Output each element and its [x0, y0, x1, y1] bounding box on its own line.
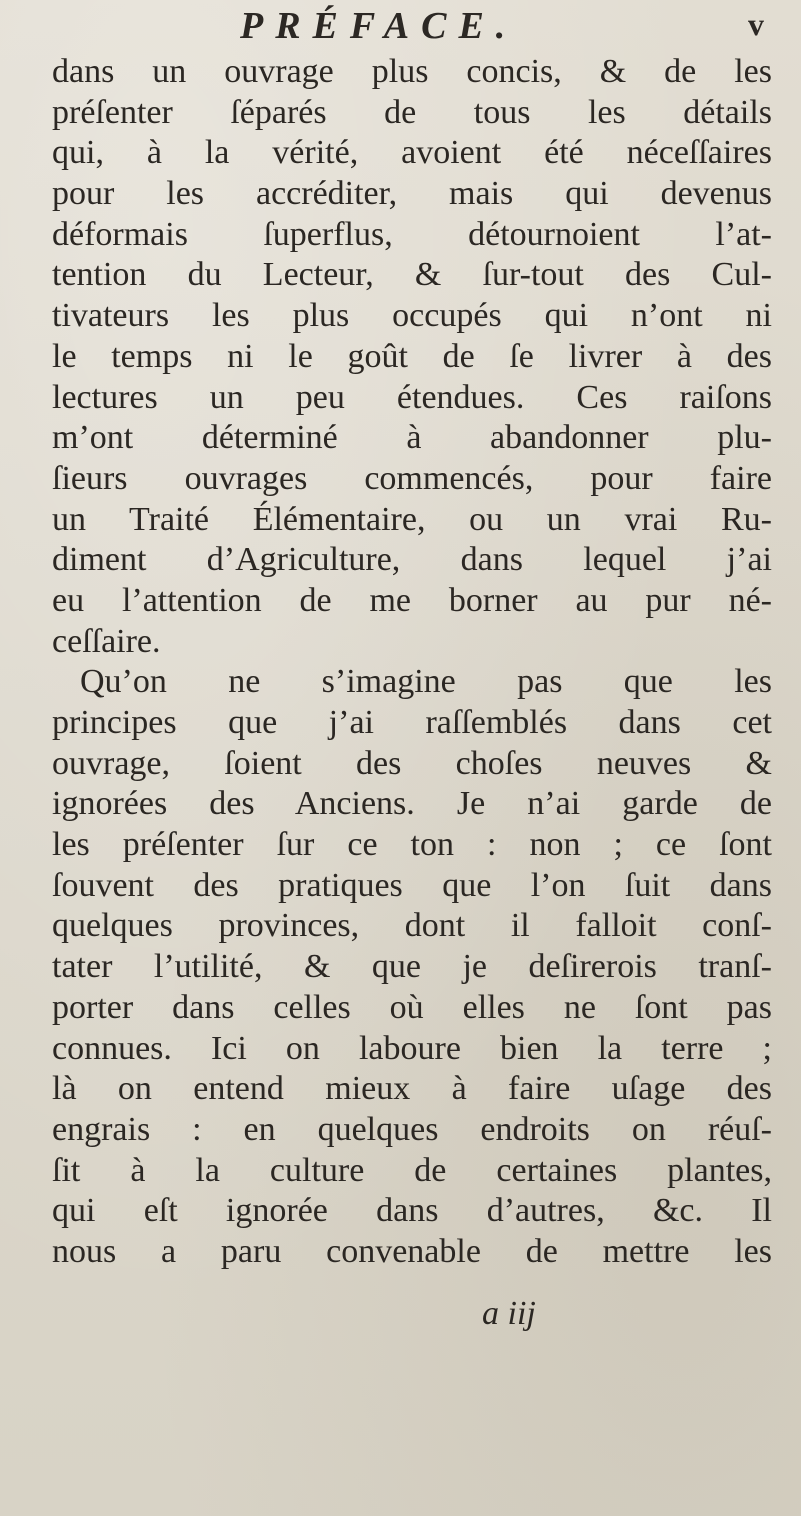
text-line: connues. Ici on laboure bien la terre ;	[52, 1029, 772, 1067]
signature-mark: a iij	[482, 1295, 536, 1332]
text-line: là on entend mieux à faire uſage des	[52, 1070, 772, 1108]
text-line: les préſenter ſur ce ton : non ; ce ſont	[52, 826, 772, 864]
text-line: lectures un peu étendues. Ces raiſons	[52, 378, 772, 416]
text-line: tention du Lecteur, & ſur-tout des Cul-	[52, 256, 772, 294]
text-line: ſit à la culture de certaines plantes,	[52, 1151, 772, 1189]
text-line: qui eſt ignorée dans d’autres, &c. Il	[52, 1192, 772, 1230]
text-line: eu l’attention de me borner au pur né-	[52, 581, 772, 619]
page-number: v	[748, 6, 764, 42]
text-line: quelques provinces, dont il falloit conſ-	[52, 907, 772, 945]
text-line: tivateurs les plus occupés qui n’ont ni	[52, 297, 772, 335]
text-line: porter dans celles où elles ne ſont pas	[52, 988, 772, 1026]
paragraph-start-line: Qu’on ne s’imagine pas que les	[80, 663, 772, 701]
text-line: préſenter ſéparés de tous les détails	[52, 93, 772, 131]
text-line: ouvrage, ſoient des choſes neuves &	[52, 744, 772, 782]
text-line: nous a paru convenable de mettre les	[52, 1232, 772, 1270]
text-line: diment d’Agriculture, dans lequel j’ai	[52, 541, 772, 579]
text-line: principes que j’ai raſſemblés dans cet	[52, 704, 772, 741]
text-line: tater l’utilité, & que je deſirerois tranſ-	[52, 948, 772, 986]
text-line: engrais : en quelques endroits on réuſ-	[52, 1110, 772, 1148]
text-line: un Traité Élémentaire, ou un vrai Ru-	[52, 500, 772, 538]
paragraph-end-line: ceſſaire.	[52, 622, 161, 660]
text-line: déformais ſuperflus, détournoient l’at-	[52, 215, 772, 253]
body-text	[52, 52, 772, 1273]
text-line: pour les accréditer, mais qui devenus	[52, 175, 772, 213]
text-line: ignorées des Anciens. Je n’ai garde de	[52, 785, 772, 823]
text-line: qui, à la vérité, avoient été néceſſaires	[52, 134, 772, 172]
page-title: PRÉFACE.	[240, 5, 518, 47]
text-line: ſieurs ouvrages commencés, pour faire	[52, 459, 772, 497]
text-line: le temps ni le goût de ſe livrer à des	[52, 337, 772, 375]
text-line: m’ont déterminé à abandonner plu-	[52, 419, 772, 457]
running-head	[0, 4, 801, 46]
text-line: dans un ouvrage plus concis, & de les	[52, 53, 772, 90]
text-line: ſouvent des pratiques que l’on ſuit dans	[52, 866, 772, 904]
